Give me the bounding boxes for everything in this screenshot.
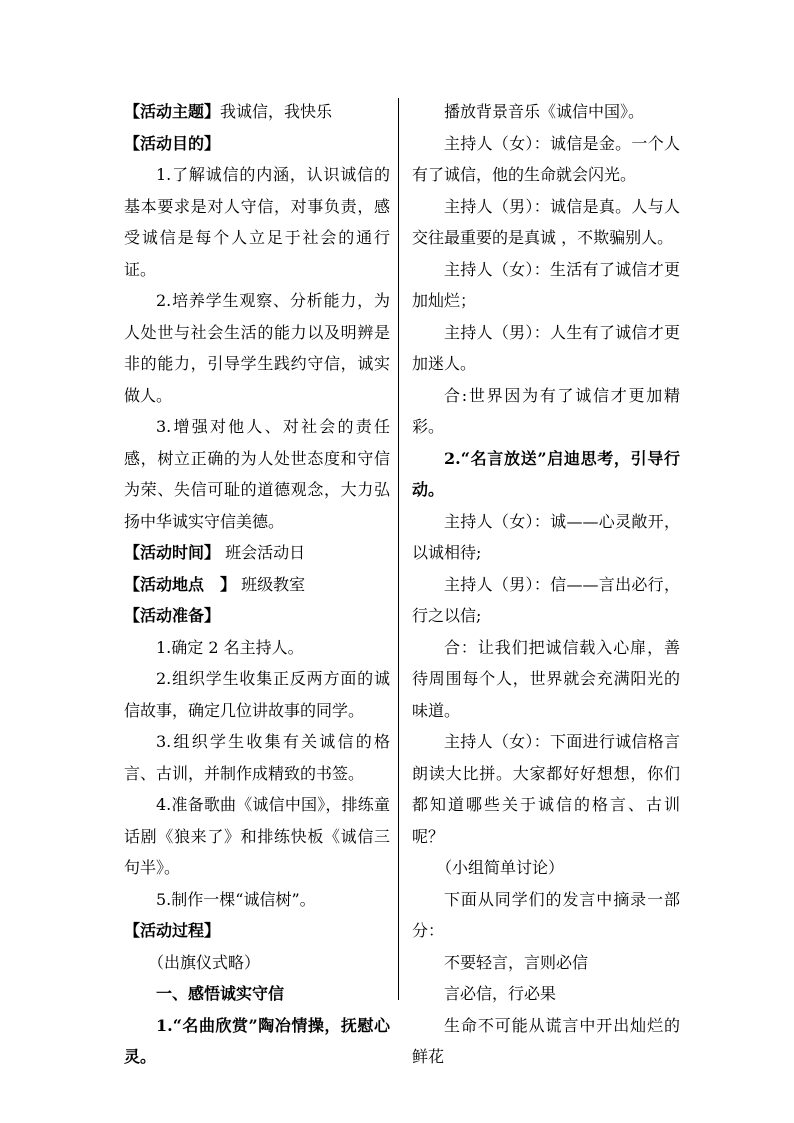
goal-item: 3.增强对他人、对社会的责任感，树立正确的为人处世态度和守信为荣、失信可耻的道德观念，大力弘扬中华诚实守信美德。	[124, 417, 390, 531]
theme-label: 【活动主题】	[124, 102, 221, 121]
section-one-heading: 一、感悟诚实守信	[156, 984, 285, 1003]
left-column	[124, 96, 390, 1073]
process-label: 【活动过程】	[124, 921, 221, 940]
paragraph: 主持人（男）：人生有了诚信才更加迷人。	[412, 322, 680, 373]
goal-heading	[124, 128, 390, 160]
sub-two-heading: 2.“名言放送”启迪思考，引导行动。	[412, 448, 680, 499]
quote-line: 言必信，行必果	[444, 984, 557, 1003]
paragraph: 主持人（女）：诚——心灵敞开，以诚相待;	[412, 511, 680, 562]
paragraph: 主持人（男）：信——言出必行，行之以信;	[412, 574, 680, 625]
goal-item: 2.培养学生观察、分析能力，为人处世与社会生活的能力以及明辨是非的能力，引导学生践约守信，诚实做人。	[124, 291, 390, 405]
process-heading	[124, 915, 390, 947]
discussion-note: （小组简单讨论）	[436, 858, 565, 877]
column-divider	[398, 98, 399, 1000]
paragraph: 合:世界因为有了诚信才更加精彩。	[412, 385, 680, 436]
prep-item: 1.确定 2 名主持人。	[156, 637, 304, 657]
sub-one-heading: 1.“名曲欣赏”陶冶情操，抚慰心灵。	[124, 1015, 390, 1066]
time-value: 班会活动日	[225, 543, 306, 562]
prep-item: 2.组织学生收集正反两方面的诚信故事，确定几位讲故事的同学。	[124, 669, 390, 720]
goal-label: 【活动目的】	[124, 133, 221, 153]
process-note: （出旗仪式略）	[148, 952, 261, 972]
paragraph: 下面从同学们的发言中摘录一部分：	[412, 889, 680, 940]
time-line	[124, 537, 390, 569]
prep-item: 5.制作一棵“诚信树”。	[156, 889, 316, 909]
paragraph: 主持人（女）：诚信是金。一个人有了诚信，他的生命就会闪光。	[412, 133, 680, 184]
prep-item: 4.准备歌曲《诚信中国》，排练童话剧《狼来了》和排练快板《诚信三句半》。	[124, 795, 390, 877]
place-value: 班级教室	[241, 574, 306, 594]
quote-line: 生命不可能从谎言中开出灿烂的鲜花	[412, 1015, 680, 1066]
paragraph: 主持人（男）：诚信是真。人与人交往最重要的是真诚 ，不欺骗别人。	[412, 196, 680, 247]
time-label: 【活动时间】	[124, 543, 221, 562]
right-column	[412, 96, 680, 1073]
theme-line	[124, 96, 390, 128]
theme-value: 我诚信，我快乐	[220, 102, 333, 121]
place-line	[124, 569, 390, 601]
paragraph: 播放背景音乐《诚信中国》。	[444, 102, 645, 121]
quote-line: 不要轻言，言则必信	[444, 952, 589, 972]
place-label: 【活动地点 】	[124, 574, 237, 594]
prep-label: 【活动准备】	[124, 606, 221, 625]
prep-item: 3.组织学生收集有关诚信的格言、古训，并制作成精致的书签。	[124, 732, 390, 783]
paragraph: 主持人（女）：生活有了诚信才更加灿烂；	[412, 259, 680, 310]
paragraph: 合：让我们把诚信载入心扉，善待周围每个人，世界就会充满阳光的味道。	[412, 637, 680, 720]
goal-item: 1.了解诚信的内涵，认识诚信的基本要求是对人守信，对事负责，感受诚信是每个人立足于社会的通行证。	[124, 165, 390, 279]
paragraph: 主持人（女）：下面进行诚信格言朗读大比拼。大家都好好想想，你们都知道哪些关于诚信的格言、古训呢？	[412, 732, 680, 846]
prep-heading	[124, 600, 390, 632]
